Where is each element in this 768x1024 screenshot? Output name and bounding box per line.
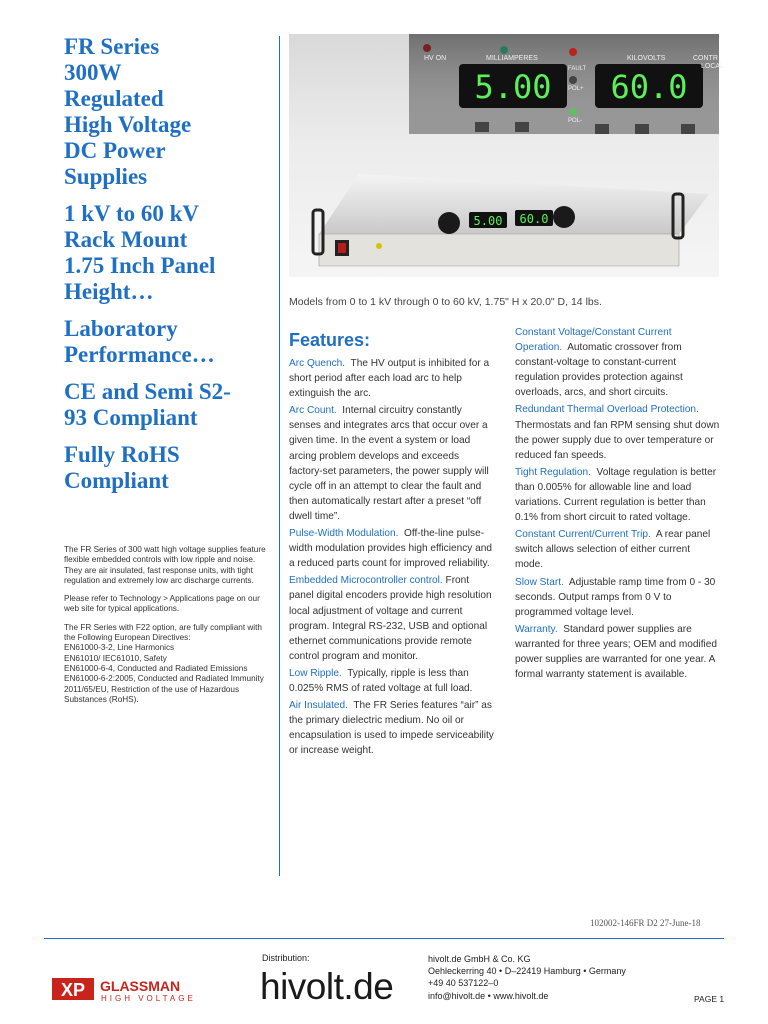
directive-item: EN61010/ IEC61010, Safety xyxy=(64,653,167,663)
glassman-logo xyxy=(52,976,222,1002)
compliance-intro: The FR Series with F22 option, are fully compliant with the Following European Directives: xyxy=(64,622,262,643)
feature-title: Air Insulated. xyxy=(289,700,348,712)
headline-ce xyxy=(64,379,269,431)
feature-title: Arc Quench. xyxy=(289,358,346,369)
feature-body: Adjustable ramp time from 0 - 30 seconds. Output ramps from 0 V to programmed voltage level. xyxy=(515,576,716,618)
feature-body: Automatic crossover from constant-voltage to constant-current regulation provides protection against overloads, arcs, and short circuits. xyxy=(515,342,683,399)
document-number: 102002-146FR D2 27-June-18 xyxy=(590,918,701,928)
refer-paragraph: Please refer to Technology > Applications page on our web site for typical applications. xyxy=(64,594,260,614)
directive-item: EN61000-6-4, Conducted and Radiated Emissions xyxy=(64,663,248,673)
feature-warranty xyxy=(515,622,720,682)
feature-title: Slow Start. xyxy=(515,576,564,588)
feature-body: The HV output is inhibited for a short period after each load arc to help extinguish the arc. xyxy=(289,358,490,400)
pol-minus-label: POL- xyxy=(568,118,583,124)
headline-line: DC Power xyxy=(64,138,166,163)
intro-paragraph: The FR Series of 300 watt high voltage supplies feature flexible embedded controls with low ripple and noise. They are air insulated, fast response units, with tight regulation and extremely low arc discharge currents. xyxy=(64,545,266,585)
feature-body: Front panel digital encoders provide high resolution local adjustment of voltage and current program. Integral RS-232, USB and optional ethernet communications provide remote control program and monitor. xyxy=(289,575,492,662)
headline-line: 300W xyxy=(64,60,122,85)
feature-regulation xyxy=(515,465,720,525)
milliamperes-label: MILLIAMPERES xyxy=(486,55,538,62)
directive-item: EN61000-6-2:2005, Conducted and Radiated Immunity xyxy=(64,674,264,684)
hivolt-logo: hivolt.de xyxy=(260,966,394,1007)
headline-title xyxy=(64,34,269,190)
local-label: LOCAL xyxy=(701,63,724,70)
feature-body: Off-the-line pulse-width modulation provides high efficiency and a reduced parts count for improved reliability. xyxy=(289,528,492,570)
left-notes xyxy=(64,545,272,705)
voltage-readout: 60.0 xyxy=(610,68,688,106)
kilovolts-label: KILOVOLTS xyxy=(627,55,666,62)
feature-current-trip xyxy=(515,527,720,572)
feature-title: Warranty. xyxy=(515,623,558,635)
current-readout: 5.00 xyxy=(474,68,552,106)
feature-body: Voltage regulation is better than 0.005% for allowable line and load variations. Current regulation is better than 0.1% from short circuit to rated voltage. xyxy=(515,466,717,524)
fault-label: FAULT xyxy=(568,66,587,72)
feature-body: Standard power supplies are warranted for three years; OEM and modified power supplies are warranted for one year. A formal warranty statement is available. xyxy=(515,623,717,681)
hv-on-label: HV ON xyxy=(424,55,447,62)
feature-microcontroller xyxy=(289,573,494,664)
headline-laboratory xyxy=(64,316,269,368)
feature-thermal xyxy=(515,402,720,462)
feature-body: A rear panel switch allows selection of either current mode. xyxy=(515,529,711,571)
pol-plus-label: POL+ xyxy=(568,86,584,92)
headline-line: Compliant xyxy=(64,468,169,493)
glassman-wordmark: GLASSMAN xyxy=(100,978,181,994)
headline-range xyxy=(64,201,269,305)
feature-air-insulated xyxy=(289,698,494,758)
company-street: Oehleckerring 40 • D–22419 Hamburg • Germany xyxy=(428,966,626,977)
headline-column xyxy=(64,34,269,505)
feature-title: Constant Current/Current Trip. xyxy=(515,529,651,541)
feature-body: Internal circuitry constantly senses and integrates arcs that occur over a given time. In the event a system or load arcing problem develops and exceeds factory-set parameters, the power supply will cycle off in an attempt to clear the fault and then automatically restart after a preset “off dwell time”. xyxy=(289,405,489,522)
directive-item: 2011/65/EU, Restriction of the use of Hazardous Substances (RoHS). xyxy=(64,684,240,704)
distribution-label: Distribution: xyxy=(262,953,310,963)
company-phone: +49 40 537122–0 xyxy=(428,978,499,989)
headline-line: 1.75 Inch Panel xyxy=(64,253,216,278)
xp-mark: XP xyxy=(60,980,86,1000)
feature-body: The FR Series features “air” as the primary dielectric medium. No oil or encapsulation is used to impede serviceability or increase weight. xyxy=(289,700,494,757)
control-label: CONTR xyxy=(693,55,718,62)
feature-cv-cc xyxy=(515,325,720,400)
product-photo xyxy=(289,34,724,277)
headline-line: FR Series xyxy=(64,34,160,59)
company-contact[interactable]: info@hivolt.de • www.hivolt.de xyxy=(428,990,549,1001)
feature-title: Pulse-Width Modulation. xyxy=(289,528,399,540)
feature-low-ripple xyxy=(289,666,494,696)
headline-line: Performance… xyxy=(64,342,215,367)
vertical-divider xyxy=(279,36,280,876)
feature-body: Thermostats and fan RPM sensing shut down the power supply due to over temperature or reduced fan speeds. xyxy=(515,419,720,461)
page-number: PAGE 1 xyxy=(694,994,725,1004)
headline-line: Rack Mount xyxy=(64,227,188,252)
feature-title: Redundant Thermal Overload Protection. xyxy=(515,404,699,416)
company-address xyxy=(428,953,626,1002)
directive-item: EN61000-3-2, Line Harmonics xyxy=(64,643,175,653)
headline-line: CE and Semi S2- xyxy=(64,379,231,404)
features-column-2 xyxy=(515,325,720,684)
headline-rohs xyxy=(64,442,269,494)
feature-title: Constant Voltage/Constant Current Operation. xyxy=(515,327,672,354)
features-column-1 xyxy=(289,356,494,760)
feature-title: Embedded Microcontroller control. xyxy=(289,575,443,587)
feature-body: Typically, ripple is less than 0.025% RMS of rated voltage at full load. xyxy=(289,667,473,694)
feature-title: Low Ripple. xyxy=(289,667,342,679)
headline-line: 93 Compliant xyxy=(64,405,198,430)
feature-arc-count xyxy=(289,403,494,524)
headline-line: Supplies xyxy=(64,164,148,189)
headline-line: Fully RoHS xyxy=(64,442,180,467)
company-name: hivolt.de GmbH & Co. KG xyxy=(428,954,531,964)
feature-title: Arc Count. xyxy=(289,405,337,417)
footer-divider xyxy=(44,938,724,939)
headline-line: 1 kV to 60 kV xyxy=(64,201,200,226)
high-voltage-wordmark: HIGH VOLTAGE xyxy=(101,994,196,1003)
feature-slow-start xyxy=(515,575,720,620)
features-heading: Features: xyxy=(289,330,371,350)
front-current-readout: 5.00 xyxy=(473,214,503,228)
headline-line: High Voltage xyxy=(64,112,192,137)
headline-line: Height… xyxy=(64,279,154,304)
feature-arc-quench xyxy=(289,356,494,401)
glassman-logo-mark xyxy=(52,976,222,1002)
photo-caption: Models from 0 to 1 kV through 0 to 60 kV, 1.75" H x 20.0" D, 14 lbs. xyxy=(289,296,602,308)
feature-pwm xyxy=(289,526,494,571)
headline-line: Laboratory xyxy=(64,316,178,341)
headline-line: Regulated xyxy=(64,86,164,111)
power-supply-illustration xyxy=(289,34,724,277)
feature-title: Tight Regulation. xyxy=(515,466,591,478)
front-voltage-readout: 60.0 xyxy=(519,212,549,226)
